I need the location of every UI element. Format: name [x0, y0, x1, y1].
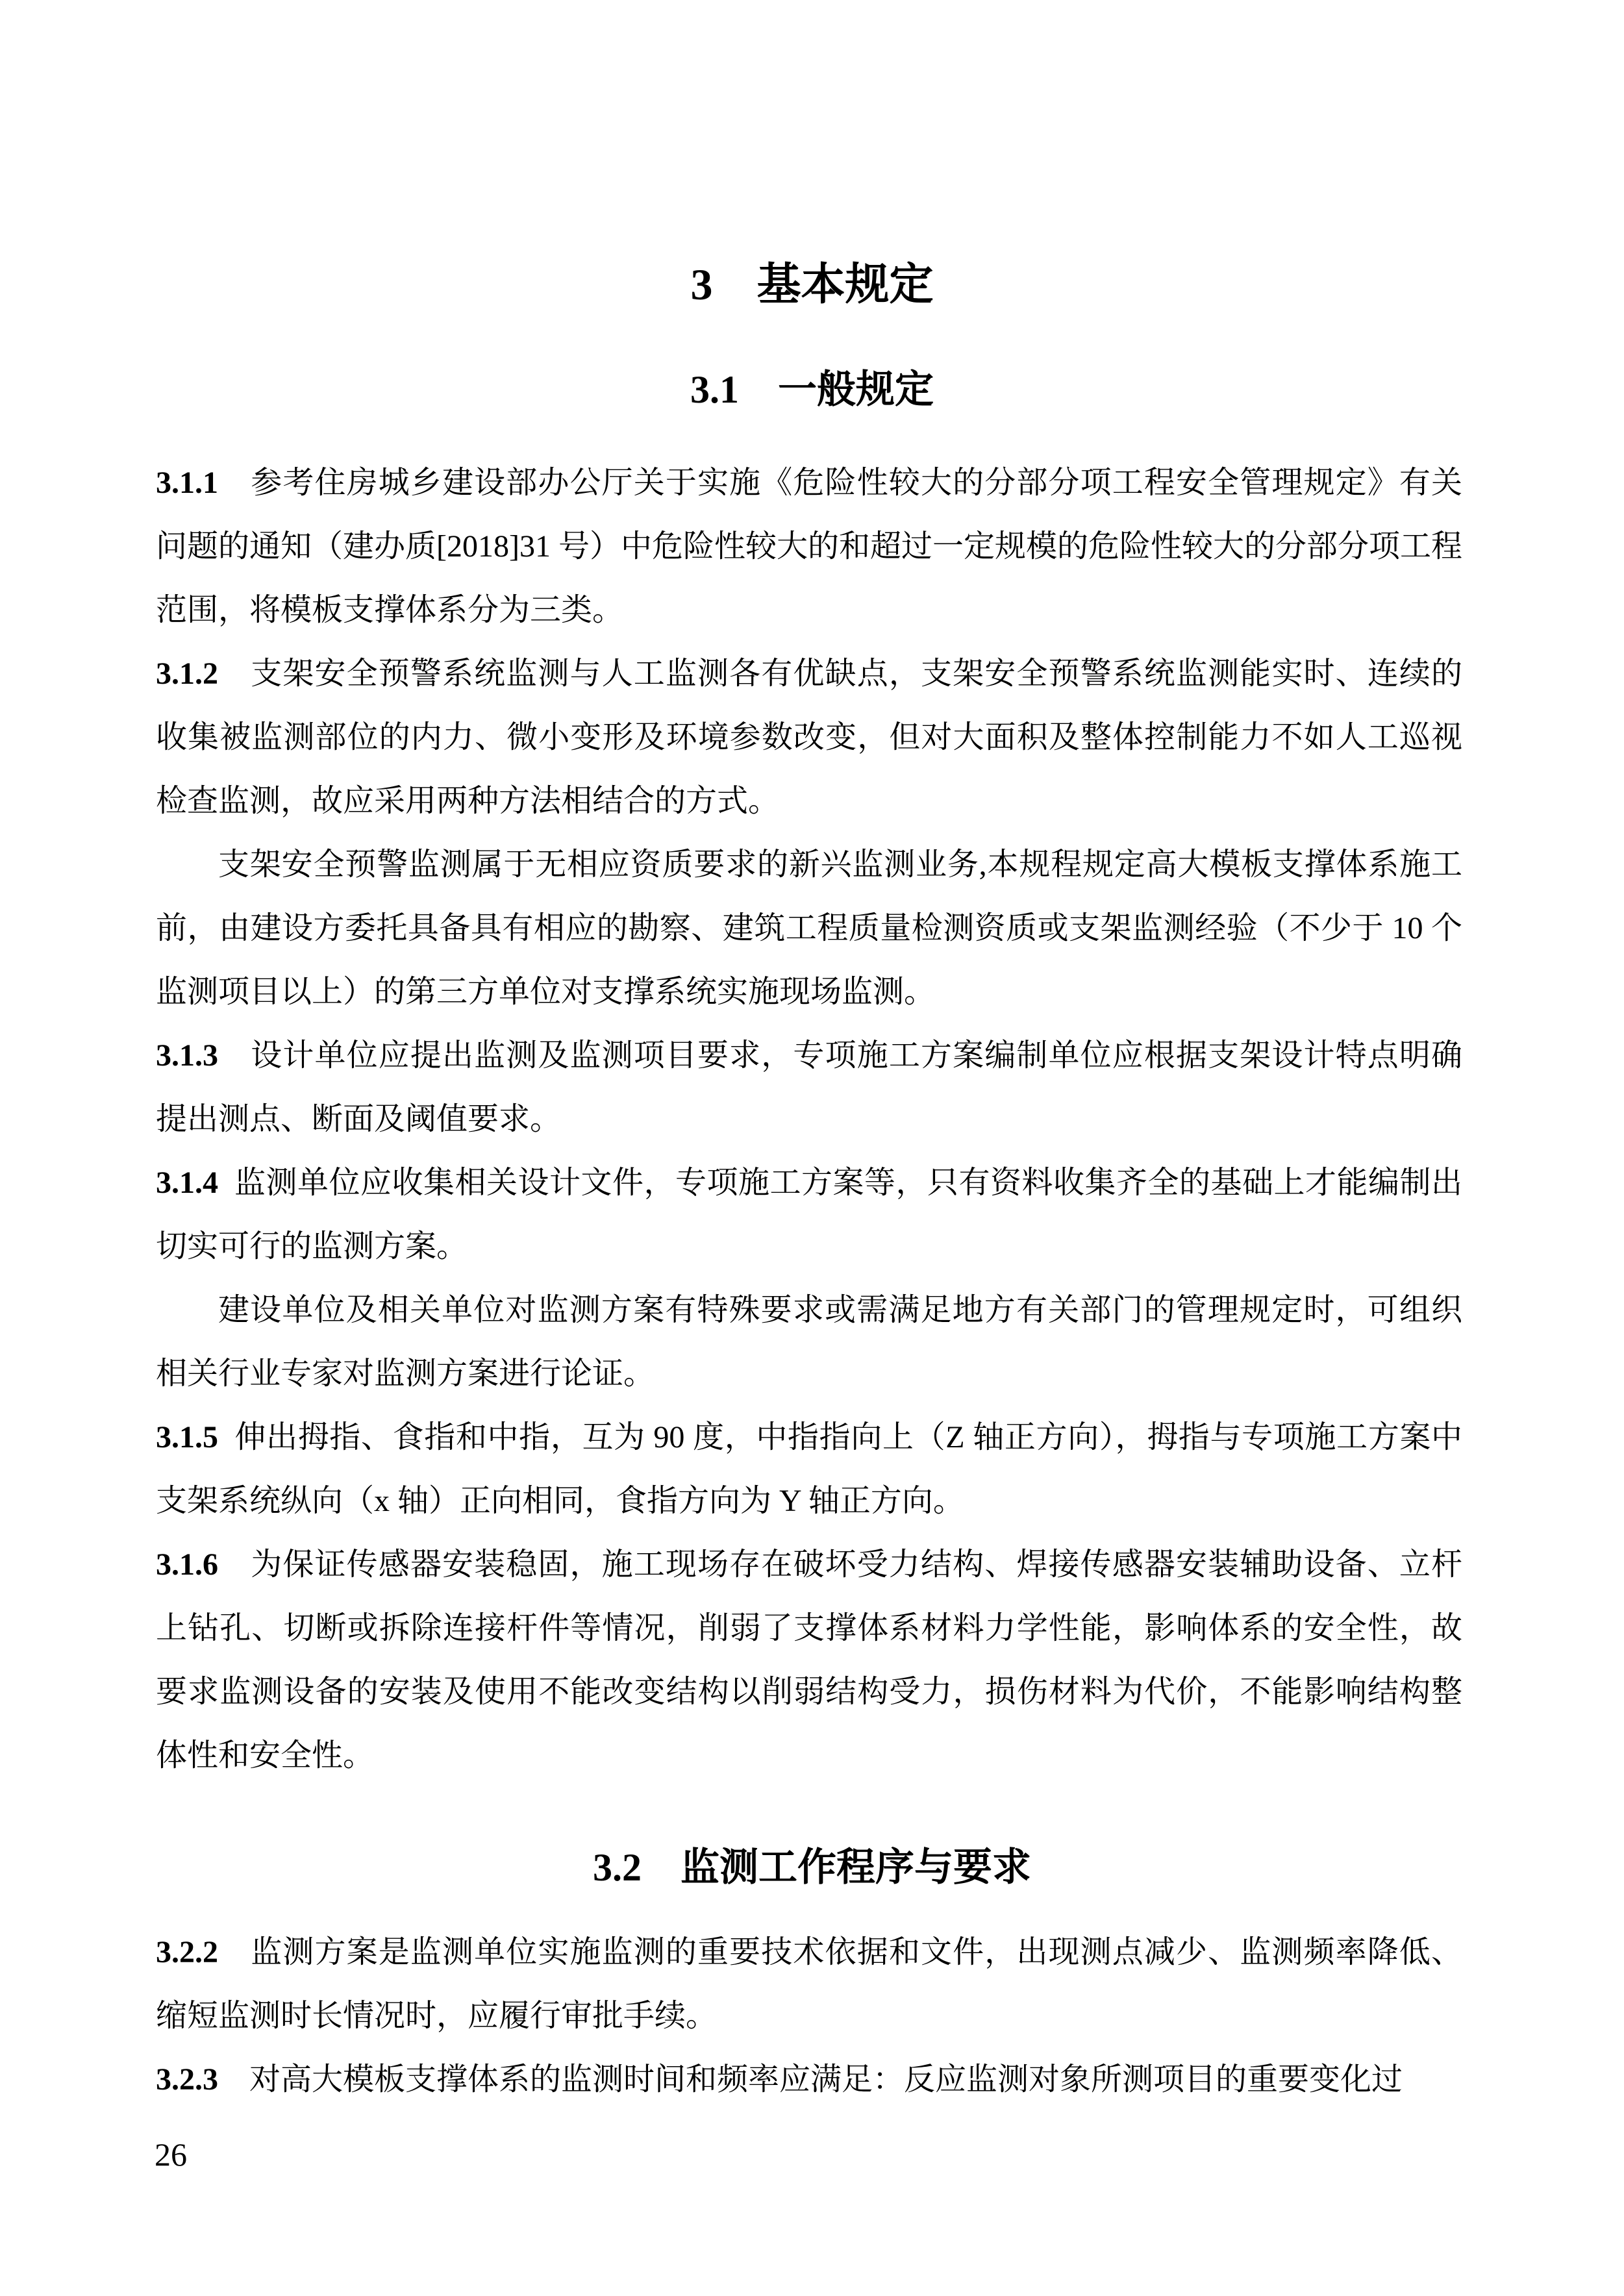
continuation-paragraph-1 — [156, 833, 1462, 1024]
clause-number-separator — [218, 2062, 249, 2097]
clause-number-separator — [218, 1420, 234, 1454]
section-3-1-body — [156, 451, 1462, 1788]
clause-text: 监测单位应收集相关设计文件，专项施工方案等，只有资料收集齐全的基础上才能编制出切实可行的监测方案。 — [156, 1166, 1462, 1264]
clause-number: 3.1.6 — [156, 1547, 218, 1582]
section-3-1-heading: 3.1 一般规定 — [690, 368, 934, 411]
clause-number-separator — [218, 1935, 251, 1969]
clause-text: 伸出拇指、食指和中指，互为 90 度，中指指向上（Z 轴正方向），拇指与专项施工方案中支架系统纵向（x 轴）正向相同，食指方向为 Y 轴正方向。 — [156, 1420, 1463, 1518]
clause-text: 设计单位应提出监测及监测项目要求，专项施工方案编制单位应根据支架设计特点明确提出测点、断面及阈值要求。 — [156, 1038, 1462, 1136]
clause-3-1-3 — [156, 1024, 1462, 1151]
chapter-heading: 3 基本规定 — [690, 260, 934, 309]
clause-number: 3.1.5 — [156, 1420, 218, 1454]
clause-number: 3.1.3 — [156, 1038, 218, 1073]
section-3-2-body — [156, 1921, 1462, 2112]
continuation-paragraph-2 — [156, 1279, 1462, 1406]
clause-number: 3.1.1 — [156, 466, 218, 500]
clause-number-separator — [218, 656, 251, 691]
clause-number-separator — [218, 1547, 251, 1582]
clause-text: 监测方案是监测单位实施监测的重要技术依据和文件，出现测点减少、监测频率降低、缩短监测时长情况时，应履行审批手续。 — [156, 1935, 1462, 2033]
clause-3-1-6 — [156, 1533, 1462, 1788]
clause-text: 参考住房城乡建设部办公厅关于实施《危险性较大的分部分项工程安全管理规定》有关问题的通知（建办质[2018]31 号）中危险性较大的和超过一定规模的危险性较大的分部分项工程范围，将模板支撑体系分为三类。 — [156, 466, 1462, 627]
clause-3-1-1 — [156, 451, 1462, 642]
page-number: 26 — [155, 2136, 187, 2173]
clause-3-1-4 — [156, 1151, 1462, 1279]
clause-number: 3.2.3 — [156, 2062, 218, 2097]
clause-number-separator — [218, 466, 251, 500]
clause-text: 支架安全预警监测属于无相应资质要求的新兴监测业务,本规程规定高大模板支撑体系施工前，由建设方委托具备具有相应的勘察、建筑工程质量检测资质或支架监测经验（不少于 10 个监测项目以上）的第三方单位对支撑系统实施现场监测。 — [156, 847, 1462, 1009]
clause-3-1-2 — [156, 642, 1462, 833]
clause-number: 3.1.2 — [156, 656, 218, 691]
clause-number: 3.1.4 — [156, 1166, 218, 1200]
clause-3-1-5 — [156, 1406, 1462, 1533]
clause-text: 建设单位及相关单位对监测方案有特殊要求或需满足地方有关部门的管理规定时，可组织相关行业专家对监测方案进行论证。 — [156, 1293, 1462, 1391]
section-3-2-heading: 3.2 监测工作程序与要求 — [593, 1846, 1031, 1889]
clause-number-separator — [218, 1038, 251, 1073]
clause-text: 对高大模板支撑体系的监测时间和频率应满足：反应监测对象所测项目的重要变化过 — [249, 2062, 1403, 2097]
clause-3-2-3 — [156, 2048, 1462, 2112]
clause-number-separator — [218, 1166, 234, 1200]
clause-text: 为保证传感器安装稳固，施工现场存在破坏受力结构、焊接传感器安装辅助设备、立杆上钻孔、切断或拆除连接杆件等情况，削弱了支撑体系材料力学性能，影响体系的安全性，故要求监测设备的安装及使用不能改变结构以削弱结构受力，损伤材料为代价，不能影响结构整体性和安全性。 — [156, 1547, 1462, 1773]
clause-3-2-2 — [156, 1921, 1462, 2048]
clause-number: 3.2.2 — [156, 1935, 218, 1969]
clause-text: 支架安全预警系统监测与人工监测各有优缺点，支架安全预警系统监测能实时、连续的收集被监测部位的内力、微小变形及环境参数改变，但对大面积及整体控制能力不如人工巡视检查监测，故应采用两种方法相结合的方式。 — [156, 656, 1462, 818]
